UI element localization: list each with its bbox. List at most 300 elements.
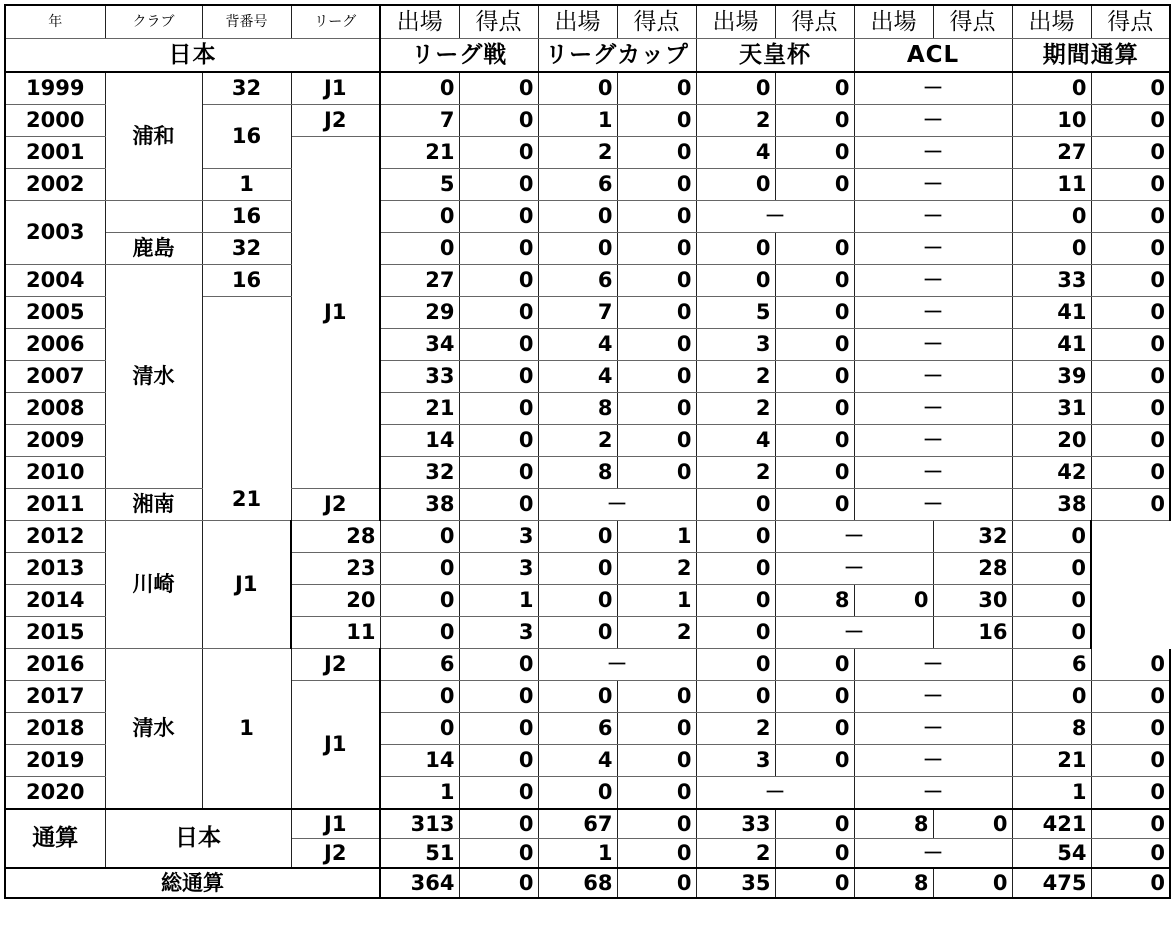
league-goals-cell: 0 [459, 457, 538, 489]
total-goals-cell: 0 [1091, 745, 1170, 777]
acl-dash-cell: － [854, 361, 1012, 393]
cup-goals-cell: 0 [617, 425, 696, 457]
total-goals-cell: 0 [1091, 233, 1170, 265]
emperor-goals-cell: 0 [775, 169, 854, 201]
acl-dash-cell: － [854, 169, 1012, 201]
year-cell: 2014 [5, 585, 105, 617]
emperor-apps-cell: 0 [696, 169, 775, 201]
header-league-cup: リーグカップ [538, 39, 696, 73]
emperor-goals-cell: 0 [696, 553, 775, 585]
emperor-goals-cell: 0 [775, 457, 854, 489]
emperor-goals-cell: 0 [775, 137, 854, 169]
total-apps-cell: 32 [933, 521, 1012, 553]
acl-dash-cell: － [854, 105, 1012, 137]
total-goals-cell: 0 [1091, 681, 1170, 713]
career-total-country: 日本 [105, 809, 291, 868]
year-cell: 2012 [5, 521, 105, 553]
emperor-apps-cell: 3 [696, 329, 775, 361]
cup-apps-cell: 2 [538, 137, 617, 169]
acl-dash-cell: － [854, 425, 1012, 457]
emperor-goals-cell: 0 [775, 489, 854, 521]
acl-dash-cell: － [854, 297, 1012, 329]
table-row [5, 489, 1170, 521]
emperor-apps-cell: 0 [696, 233, 775, 265]
league-goals-cell: 0 [459, 72, 538, 105]
league-apps-cell: 33 [380, 361, 459, 393]
league-apps-cell: 7 [380, 105, 459, 137]
year-cell: 2018 [5, 713, 105, 745]
total-apps-cell: 28 [933, 553, 1012, 585]
cup-goals-cell: 0 [617, 839, 696, 869]
emperor-apps-cell: 0 [696, 72, 775, 105]
cup-goals-cell: 0 [617, 393, 696, 425]
acl-dash-cell: － [854, 777, 1012, 810]
total-apps-cell: 33 [1012, 265, 1091, 297]
emperor-goals-cell: 0 [775, 233, 854, 265]
cup-apps-cell: 0 [538, 233, 617, 265]
cup-apps-cell: 68 [538, 868, 617, 898]
total-goals-cell: 0 [1091, 457, 1170, 489]
total-goals-cell: 0 [1091, 809, 1170, 839]
year-cell: 1999 [5, 72, 105, 105]
number-cell: 16 [202, 105, 291, 169]
league-goals-cell: 0 [459, 649, 538, 681]
header-row-competitions [5, 39, 1170, 73]
emperor-apps-cell: 2 [696, 457, 775, 489]
league-apps-cell: 23 [291, 553, 380, 585]
acl-dash-cell: － [854, 649, 1012, 681]
emperor-apps-cell: 0 [696, 649, 775, 681]
cup-apps-cell: 4 [538, 329, 617, 361]
header-year: 年 [5, 5, 105, 39]
league-goals-cell: 0 [459, 361, 538, 393]
emperor-apps-cell: 2 [696, 713, 775, 745]
acl-dash-cell: － [854, 72, 1012, 105]
cup-apps-cell: 4 [538, 361, 617, 393]
total-apps-cell: 1 [1012, 777, 1091, 810]
career-total-label: 通算 [5, 809, 105, 868]
cup-apps-cell: 2 [538, 425, 617, 457]
total-apps-cell: 54 [1012, 839, 1091, 869]
total-apps-cell: 31 [1012, 393, 1091, 425]
emperor-goals-cell: 0 [775, 713, 854, 745]
year-cell: 2001 [5, 137, 105, 169]
acl-dash-cell: － [775, 553, 933, 585]
club-cell: 清水 [105, 265, 202, 489]
year-cell: 2017 [5, 681, 105, 713]
acl-dash-cell: － [854, 681, 1012, 713]
total-apps-cell: 0 [1012, 201, 1091, 233]
league-apps-cell: 34 [380, 329, 459, 361]
cup-goals-cell: 0 [538, 617, 617, 649]
acl-dash-cell: － [854, 713, 1012, 745]
total-goals-cell: 0 [1091, 265, 1170, 297]
header-apps: 出場 [1012, 5, 1091, 39]
league-apps-cell: 0 [380, 681, 459, 713]
league-cell: J2 [291, 839, 380, 869]
league-apps-cell: 1 [380, 777, 459, 810]
total-apps-cell: 421 [1012, 809, 1091, 839]
cup-apps-cell: 0 [538, 201, 617, 233]
header-apps: 出場 [538, 5, 617, 39]
club-cell: 川崎 [105, 521, 202, 649]
emperor-goals-cell: 0 [775, 649, 854, 681]
total-apps-cell: 39 [1012, 361, 1091, 393]
emperor-goals-cell: 0 [775, 839, 854, 869]
league-apps-cell: 27 [380, 265, 459, 297]
league-goals-cell: 0 [459, 201, 538, 233]
emperor-goals-cell: 0 [775, 72, 854, 105]
emperor-apps-cell: 35 [696, 868, 775, 898]
cup-apps-cell: 4 [538, 745, 617, 777]
year-cell: 2009 [5, 425, 105, 457]
cup-goals-cell: 0 [617, 713, 696, 745]
league-cell: J1 [291, 137, 380, 489]
total-goals-cell: 0 [1012, 553, 1091, 585]
cup-goals-cell: 0 [538, 521, 617, 553]
cup-goals-cell: 0 [617, 457, 696, 489]
total-apps-cell: 42 [1012, 457, 1091, 489]
acl-dash-cell: － [854, 137, 1012, 169]
total-apps-cell: 10 [1012, 105, 1091, 137]
league-apps-cell: 32 [380, 457, 459, 489]
header-emperors-cup: 天皇杯 [696, 39, 854, 73]
cup-apps-cell: 0 [538, 72, 617, 105]
league-apps-cell: 6 [380, 649, 459, 681]
league-goals-cell: 0 [459, 233, 538, 265]
league-goals-cell: 0 [459, 137, 538, 169]
total-goals-cell: 0 [1012, 617, 1091, 649]
total-apps-cell: 30 [933, 585, 1012, 617]
cup-apps-cell: 1 [538, 839, 617, 869]
league-apps-cell: 0 [380, 713, 459, 745]
league-cell: J2 [291, 105, 380, 137]
cup-apps-cell: 7 [538, 297, 617, 329]
number-cell: 21 [202, 297, 291, 521]
cup-dash-cell: － [538, 649, 696, 681]
league-goals-cell: 0 [459, 777, 538, 810]
emperor-apps-cell: 3 [696, 745, 775, 777]
cup-goals-cell: 0 [538, 585, 617, 617]
year-cell: 2005 [5, 297, 105, 329]
total-goals-cell: 0 [1091, 105, 1170, 137]
emperor-goals-cell: 0 [696, 585, 775, 617]
table-row [5, 521, 1170, 553]
acl-apps-cell: 8 [854, 868, 933, 898]
emperor-apps-cell: 2 [696, 393, 775, 425]
acl-goals-cell: 0 [854, 585, 933, 617]
cup-goals-cell: 0 [617, 361, 696, 393]
league-apps-cell: 29 [380, 297, 459, 329]
total-goals-cell: 0 [1091, 169, 1170, 201]
header-goals: 得点 [933, 5, 1012, 39]
league-goals-cell: 0 [459, 425, 538, 457]
league-goals-cell: 0 [459, 489, 538, 521]
total-goals-cell: 0 [1091, 713, 1170, 745]
emperor-apps-cell: 4 [696, 137, 775, 169]
header-country: 日本 [5, 39, 380, 73]
acl-goals-cell: 0 [933, 809, 1012, 839]
cup-goals-cell: 0 [617, 868, 696, 898]
cup-goals-cell: 0 [617, 265, 696, 297]
emperor-dash-cell: － [696, 201, 854, 233]
emperor-apps-cell: 2 [696, 839, 775, 869]
header-league: リーグ [291, 5, 380, 39]
league-goals-cell: 0 [459, 393, 538, 425]
year-cell: 2000 [5, 105, 105, 137]
table-row [5, 233, 1170, 265]
total-apps-cell: 27 [1012, 137, 1091, 169]
emperor-apps-cell: 1 [617, 585, 696, 617]
header-row-columns [5, 5, 1170, 39]
emperor-goals-cell: 0 [696, 521, 775, 553]
league-apps-cell: 51 [380, 839, 459, 869]
total-goals-cell: 0 [1012, 585, 1091, 617]
year-cell: 2006 [5, 329, 105, 361]
league-cell: J1 [291, 72, 380, 105]
year-cell: 2013 [5, 553, 105, 585]
header-goals: 得点 [775, 5, 854, 39]
league-goals-cell: 0 [459, 868, 538, 898]
number-cell: 16 [202, 201, 291, 233]
total-goals-cell: 0 [1091, 868, 1170, 898]
league-apps-cell: 38 [380, 489, 459, 521]
league-cell: J2 [291, 649, 380, 681]
league-apps-cell: 20 [291, 585, 380, 617]
emperor-goals-cell: 0 [775, 681, 854, 713]
emperor-apps-cell: 1 [617, 521, 696, 553]
cup-goals-cell: 0 [617, 169, 696, 201]
table-row [5, 265, 1170, 297]
league-apps-cell: 28 [291, 521, 380, 553]
cup-goals-cell: 0 [617, 745, 696, 777]
cup-apps-cell: 0 [538, 777, 617, 810]
emperor-apps-cell: 2 [696, 105, 775, 137]
league-apps-cell: 0 [380, 201, 459, 233]
emperor-apps-cell: 0 [696, 681, 775, 713]
total-goals-cell: 0 [1012, 521, 1091, 553]
header-club: クラブ [105, 5, 202, 39]
league-goals-cell: 0 [380, 553, 459, 585]
total-goals-cell: 0 [1091, 649, 1170, 681]
total-goals-cell: 0 [1091, 72, 1170, 105]
header-goals: 得点 [459, 5, 538, 39]
emperor-goals-cell: 0 [775, 329, 854, 361]
acl-dash-cell: － [854, 745, 1012, 777]
league-goals-cell: 0 [459, 105, 538, 137]
club-cell-empty [105, 201, 202, 233]
total-apps-cell: 16 [933, 617, 1012, 649]
year-cell: 2011 [5, 489, 105, 521]
header-period-total: 期間通算 [1012, 39, 1170, 73]
total-apps-cell: 0 [1012, 233, 1091, 265]
league-goals-cell: 0 [459, 329, 538, 361]
year-cell: 2003 [5, 201, 105, 265]
totals-row-j1 [5, 809, 1170, 839]
emperor-goals-cell: 0 [696, 617, 775, 649]
cup-apps-cell: 8 [538, 393, 617, 425]
acl-dash-cell: － [854, 233, 1012, 265]
total-goals-cell: 0 [1091, 297, 1170, 329]
total-apps-cell: 11 [1012, 169, 1091, 201]
league-apps-cell: 313 [380, 809, 459, 839]
cup-goals-cell: 0 [617, 681, 696, 713]
year-cell: 2004 [5, 265, 105, 297]
header-apps: 出場 [696, 5, 775, 39]
emperor-apps-cell: 0 [696, 265, 775, 297]
league-cell: J1 [291, 681, 380, 810]
cup-goals-cell: 0 [617, 137, 696, 169]
league-goals-cell: 0 [459, 169, 538, 201]
emperor-goals-cell: 0 [775, 297, 854, 329]
league-apps-cell: 14 [380, 425, 459, 457]
league-goals-cell: 0 [380, 585, 459, 617]
emperor-dash-cell: － [696, 777, 854, 810]
cup-goals-cell: 0 [617, 72, 696, 105]
club-cell: 湘南 [105, 489, 202, 521]
cup-apps-cell: 3 [459, 617, 538, 649]
acl-dash-cell: － [854, 393, 1012, 425]
total-apps-cell: 20 [1012, 425, 1091, 457]
emperor-apps-cell: 4 [696, 425, 775, 457]
total-apps-cell: 8 [1012, 713, 1091, 745]
cup-apps-cell: 1 [538, 105, 617, 137]
header-number: 背番号 [202, 5, 291, 39]
cup-apps-cell: 1 [459, 585, 538, 617]
cup-goals-cell: 0 [617, 777, 696, 810]
cup-goals-cell: 0 [617, 105, 696, 137]
club-cell: 鹿島 [105, 233, 202, 265]
league-goals-cell: 0 [459, 809, 538, 839]
acl-dash-cell: － [854, 457, 1012, 489]
year-cell: 2016 [5, 649, 105, 681]
acl-dash-cell: － [854, 489, 1012, 521]
club-cell: 浦和 [105, 72, 202, 201]
grand-total-row [5, 868, 1170, 898]
year-cell: 2010 [5, 457, 105, 489]
league-goals-cell: 0 [459, 265, 538, 297]
league-cell: J2 [291, 489, 380, 521]
acl-dash-cell: － [854, 839, 1012, 869]
acl-dash-cell: － [854, 329, 1012, 361]
cup-apps-cell: 3 [459, 553, 538, 585]
total-apps-cell: 38 [1012, 489, 1091, 521]
cup-goals-cell: 0 [617, 329, 696, 361]
total-apps-cell: 41 [1012, 329, 1091, 361]
header-apps: 出場 [854, 5, 933, 39]
league-goals-cell: 0 [459, 745, 538, 777]
header-apps: 出場 [380, 5, 459, 39]
number-cell: 1 [202, 169, 291, 201]
emperor-apps-cell: 0 [696, 489, 775, 521]
league-goals-cell: 0 [459, 713, 538, 745]
emperor-goals-cell: 0 [775, 361, 854, 393]
number-cell: 16 [202, 265, 291, 297]
league-goals-cell: 0 [380, 617, 459, 649]
acl-dash-cell: － [854, 265, 1012, 297]
league-apps-cell: 364 [380, 868, 459, 898]
cup-goals-cell: 0 [538, 553, 617, 585]
league-apps-cell: 21 [380, 137, 459, 169]
emperor-goals-cell: 0 [775, 868, 854, 898]
total-apps-cell: 21 [1012, 745, 1091, 777]
header-acl: ACL [854, 39, 1012, 73]
number-cell: 32 [202, 72, 291, 105]
total-goals-cell: 0 [1091, 361, 1170, 393]
cup-goals-cell: 0 [617, 201, 696, 233]
total-goals-cell: 0 [1091, 777, 1170, 810]
header-league-matches: リーグ戦 [380, 39, 538, 73]
number-cell: 1 [202, 649, 291, 810]
emperor-goals-cell: 0 [775, 809, 854, 839]
total-goals-cell: 0 [1091, 201, 1170, 233]
emperor-apps-cell: 33 [696, 809, 775, 839]
year-cell: 2002 [5, 169, 105, 201]
table-row [5, 72, 1170, 105]
number-cell: 32 [202, 233, 291, 265]
total-goals-cell: 0 [1091, 425, 1170, 457]
emperor-goals-cell: 0 [775, 265, 854, 297]
total-apps-cell: 6 [1012, 649, 1091, 681]
emperor-goals-cell: 0 [775, 745, 854, 777]
cup-apps-cell: 3 [459, 521, 538, 553]
acl-dash-cell: － [854, 201, 1012, 233]
cup-dash-cell: － [538, 489, 696, 521]
league-goals-cell: 0 [459, 297, 538, 329]
emperor-apps-cell: 2 [696, 361, 775, 393]
year-cell: 2019 [5, 745, 105, 777]
table-row [5, 649, 1170, 681]
header-goals: 得点 [617, 5, 696, 39]
league-goals-cell: 0 [459, 839, 538, 869]
cup-apps-cell: 0 [538, 681, 617, 713]
emperor-goals-cell: 0 [775, 425, 854, 457]
cup-goals-cell: 0 [617, 809, 696, 839]
league-apps-cell: 11 [291, 617, 380, 649]
total-goals-cell: 0 [1091, 489, 1170, 521]
year-cell: 2015 [5, 617, 105, 649]
header-goals: 得点 [1091, 5, 1170, 39]
acl-dash-cell: － [775, 521, 933, 553]
acl-goals-cell: 0 [933, 868, 1012, 898]
league-goals-cell: 0 [459, 681, 538, 713]
acl-apps-cell: 8 [854, 809, 933, 839]
emperor-apps-cell: 2 [617, 553, 696, 585]
total-apps-cell: 0 [1012, 72, 1091, 105]
total-apps-cell: 475 [1012, 868, 1091, 898]
total-goals-cell: 0 [1091, 839, 1170, 869]
league-goals-cell: 0 [380, 521, 459, 553]
total-apps-cell: 41 [1012, 297, 1091, 329]
league-cell: J1 [202, 521, 291, 649]
cup-apps-cell: 67 [538, 809, 617, 839]
league-apps-cell: 0 [380, 233, 459, 265]
emperor-goals-cell: 0 [775, 105, 854, 137]
cup-apps-cell: 6 [538, 713, 617, 745]
league-apps-cell: 5 [380, 169, 459, 201]
league-apps-cell: 0 [380, 72, 459, 105]
cup-apps-cell: 6 [538, 169, 617, 201]
grand-total-label: 総通算 [5, 868, 380, 898]
total-goals-cell: 0 [1091, 393, 1170, 425]
table-row [5, 201, 1170, 233]
emperor-apps-cell: 2 [617, 617, 696, 649]
emperor-goals-cell: 0 [775, 393, 854, 425]
cup-apps-cell: 6 [538, 265, 617, 297]
year-cell: 2007 [5, 361, 105, 393]
career-stats-table [4, 4, 1171, 899]
cup-apps-cell: 8 [538, 457, 617, 489]
